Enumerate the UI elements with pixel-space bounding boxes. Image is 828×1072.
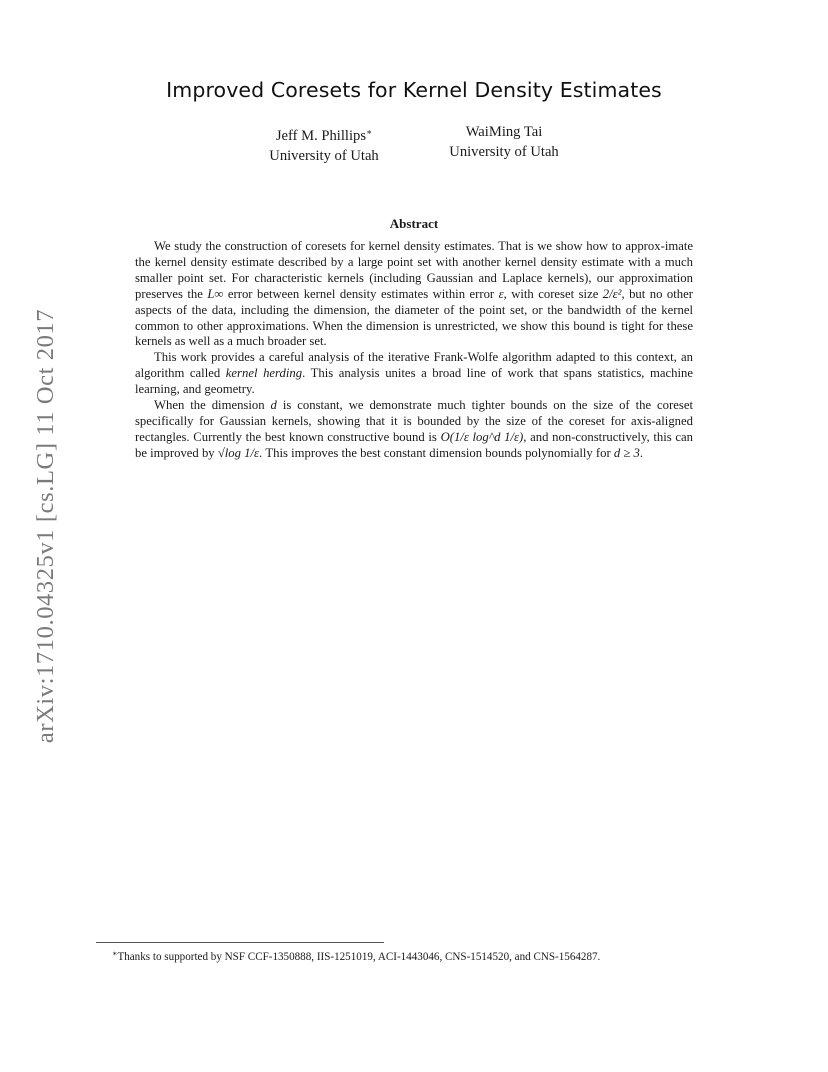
author-block-1 [244, 122, 404, 166]
author-block-2 [424, 122, 584, 162]
math-bound: O(1/ε log^d 1/ε) [440, 429, 524, 444]
math-d: d [270, 398, 277, 413]
paper-title: Improved Coresets for Kernel Density Estimates [166, 78, 662, 102]
author-affiliation: University of Utah [449, 144, 559, 160]
footnote [112, 949, 600, 963]
math-sqrt-log: √log 1/ε [217, 445, 260, 460]
footnote-rule [96, 942, 384, 943]
abstract-heading: Abstract [389, 216, 439, 231]
author-affiliation: University of Utah [269, 148, 379, 164]
abstract-paragraph-2: This work provides a careful analysis of the iterative Frank-Wolfe algorithm adapted to this context, an algorithm called kernel herding. This analysis unites a broad line of work that spans statistics, machine learning, and geometry. [135, 350, 693, 397]
abstract-body [135, 239, 693, 462]
arxiv-identifier: arXiv:1710.04325v1 [cs.LG] 11 Oct 2017 [32, 308, 59, 744]
footnote-text: Thanks to supported by NSF CCF-1350888, IIS-1251019, ACI-1443046, CNS-1514520, and CNS-1564287. [117, 951, 601, 963]
author-name: Jeff M. Phillips [275, 128, 367, 144]
abstract-paragraph-3: When the dimension d is constant, we demonstrate much tighter bounds on the size of the coreset specifically for Gaussian kernels, showing that it is bounded by the size of the coreset for axis-aligned rectangles. Currently the best known constructive bound is O(1/ε log^d 1/ε), and non-constructively, this can be improved by √log 1/ε. This improves the best constant dimension bounds polynomially for d ≥ 3. [135, 398, 693, 460]
footnote-mark: ∗ [366, 127, 373, 137]
math-epsilon: ε [498, 286, 504, 301]
kernel-herding-term: kernel herding [225, 366, 303, 381]
math-condition: d ≥ 3 [613, 445, 640, 460]
footnote-mark: ∗ [112, 949, 118, 958]
author-name: WaiMing Tai [465, 124, 543, 140]
math-linf: L∞ [207, 286, 224, 301]
math-coreset-size: 2/ε² [602, 286, 622, 301]
abstract-paragraph-1: We study the construction of coresets for kernel density estimates. That is we show how to approx-imate the kernel density estimate described by a large point set with another kernel density estimate with a much smaller point set. For characteristic kernels (including Gaussian and Laplace kernels), our approximation preserves the L∞ error between kernel density estimates within error ε, with coreset size 2/ε², but no other aspects of the data, including the dimension, the diameter of the point set, or the bandwidth of the kernel common to other approximations. When the dimension is unrestricted, we show this bound is tight for these kernels as well as a much broader set. [135, 239, 693, 349]
